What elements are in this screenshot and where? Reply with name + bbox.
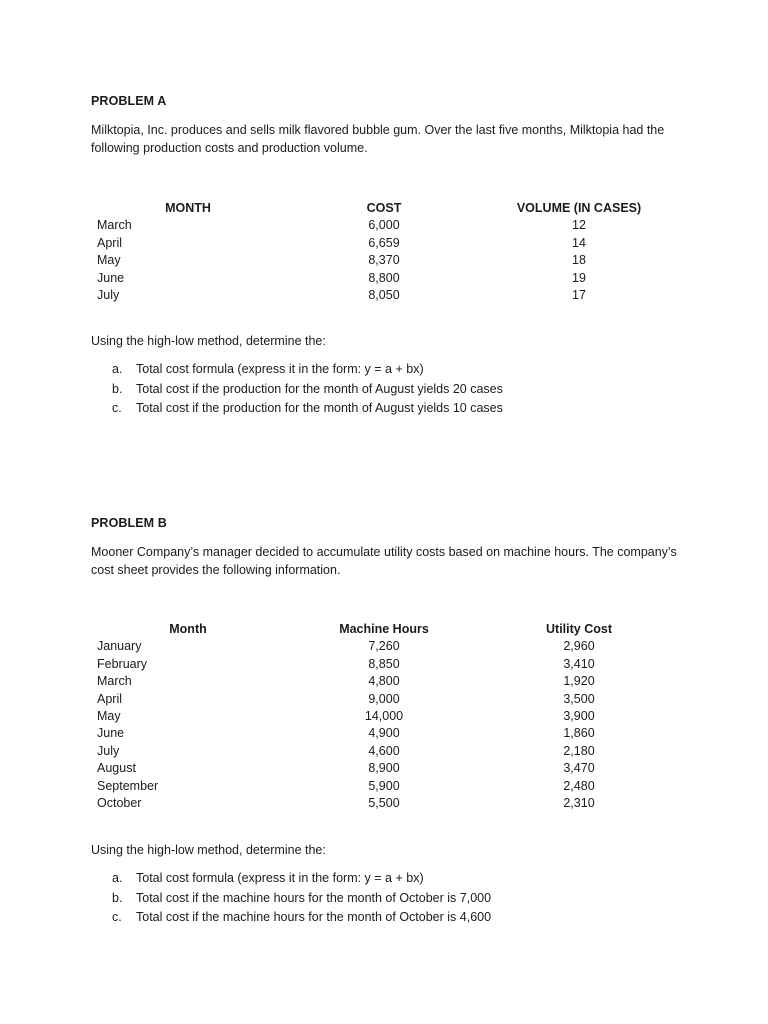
problem-b-question-list	[112, 870, 712, 929]
cell-value-1: 8,050	[368, 287, 400, 302]
list-item	[112, 909, 712, 929]
table-row	[97, 743, 657, 760]
list-marker: c.	[112, 401, 122, 415]
list-item	[112, 870, 712, 890]
cell-value-2: 1,860	[563, 726, 595, 741]
cell-value-1: 8,800	[368, 270, 400, 285]
cell-month: September	[97, 778, 159, 793]
problem-b-table	[97, 621, 657, 812]
cell-value-2: 3,500	[563, 691, 595, 706]
cell-value-1: 5,500	[368, 795, 400, 810]
problem-a-question-list	[112, 361, 712, 420]
problem-b-heading: PROBLEM B	[91, 516, 167, 530]
problem-a-question: Using the high-low method, determine the:	[91, 334, 326, 348]
problem-b-table-header	[97, 621, 657, 638]
problem-a-heading: PROBLEM A	[91, 94, 167, 108]
cell-value-2: 2,180	[563, 743, 595, 758]
cell-value-1: 7,260	[368, 639, 400, 654]
list-item-text: Total cost if the production for the month of August yields 10 cases	[136, 401, 503, 415]
list-item-text: Total cost formula (express it in the form: y = a + bx)	[136, 362, 424, 376]
cell-month: May	[97, 253, 121, 268]
table-row	[97, 252, 657, 269]
cell-month: February	[97, 656, 148, 671]
cell-month: April	[97, 235, 123, 250]
cell-value-2: 3,900	[563, 708, 595, 723]
cell-value-2: 2,310	[563, 795, 595, 810]
cell-value-1: 4,900	[368, 726, 400, 741]
cell-value-2: 12	[572, 218, 586, 233]
cell-value-1: 8,850	[368, 656, 400, 671]
problem-a-intro-line-2: following production costs and production volume.	[91, 140, 368, 155]
problem-a-table-body	[97, 217, 657, 304]
table-row	[97, 778, 657, 795]
problem-a-table-header	[97, 200, 657, 217]
cell-value-2: 19	[572, 270, 586, 285]
problem-b-intro	[91, 544, 691, 579]
list-marker: a.	[112, 871, 123, 885]
cell-value-1: 4,800	[368, 674, 400, 689]
column-header-volume: VOLUME (IN CASES)	[516, 201, 642, 215]
problem-a-table	[97, 200, 657, 304]
problem-b-question: Using the high-low method, determine the:	[91, 843, 326, 857]
problem-b-intro-line-2: cost sheet provides the following information.	[91, 562, 341, 577]
problem-b-table-body	[97, 638, 657, 812]
table-row	[97, 673, 657, 690]
table-row	[97, 691, 657, 708]
cell-value-1: 4,600	[368, 743, 400, 758]
cell-value-1: 5,900	[368, 778, 400, 793]
column-header-cost: COST	[366, 201, 402, 215]
cell-value-1: 6,659	[368, 235, 400, 250]
list-marker: b.	[112, 890, 123, 905]
cell-month: April	[97, 691, 123, 706]
table-row	[97, 287, 657, 304]
list-item-text: Total cost formula (express it in the form: y = a + bx)	[136, 871, 424, 885]
problem-b-intro-line-1: Mooner Company’s manager decided to accumulate utility costs based on machine hours. The company’s	[91, 545, 677, 559]
cell-month: March	[97, 674, 132, 689]
cell-month: May	[97, 708, 121, 723]
cell-month: January	[97, 639, 142, 654]
cell-value-2: 2,480	[563, 778, 595, 793]
table-row	[97, 235, 657, 252]
column-header-month: Month	[169, 622, 207, 636]
cell-month: July	[97, 287, 120, 302]
table-row	[97, 656, 657, 673]
table-row	[97, 760, 657, 777]
table-row	[97, 638, 657, 655]
list-item	[112, 381, 712, 401]
cell-month: August	[97, 761, 136, 776]
table-row	[97, 270, 657, 287]
cell-month: October	[97, 795, 142, 810]
table-row	[97, 217, 657, 234]
cell-value-1: 8,370	[368, 253, 400, 268]
cell-value-1: 8,900	[368, 761, 400, 776]
cell-value-2: 3,410	[563, 656, 595, 671]
cell-value-2: 17	[572, 287, 586, 302]
list-item	[112, 361, 712, 381]
cell-month: July	[97, 743, 120, 758]
problem-a-intro-line-1: Milktopia, Inc. produces and sells milk flavored bubble gum. Over the last five months, Milktopia had the	[91, 123, 665, 137]
cell-value-1: 9,000	[368, 691, 400, 706]
cell-value-1: 6,000	[368, 218, 400, 233]
list-item-text: Total cost if the machine hours for the month of October is 7,000	[136, 890, 492, 905]
list-marker: b.	[112, 381, 123, 396]
cell-value-2: 18	[572, 253, 586, 268]
cell-value-1: 14,000	[364, 708, 404, 723]
list-item	[112, 400, 712, 420]
list-item	[112, 890, 712, 910]
column-header-machine-hours: Machine Hours	[339, 622, 429, 636]
cell-month: June	[97, 726, 125, 741]
cell-value-2: 3,470	[563, 761, 595, 776]
table-row	[97, 725, 657, 742]
table-row	[97, 795, 657, 812]
list-marker: a.	[112, 362, 123, 376]
column-header-utility-cost: Utility Cost	[546, 622, 612, 636]
cell-value-2: 2,960	[563, 639, 595, 654]
cell-month: June	[97, 270, 125, 285]
cell-month: March	[97, 218, 132, 233]
cell-value-2: 14	[572, 235, 586, 250]
cell-value-2: 1,920	[563, 674, 595, 689]
column-header-month: MONTH	[165, 201, 211, 215]
list-marker: c.	[112, 910, 122, 924]
problem-a-intro	[91, 122, 691, 157]
table-row	[97, 708, 657, 725]
list-item-text: Total cost if the machine hours for the month of October is 4,600	[136, 910, 492, 924]
list-item-text: Total cost if the production for the month of August yields 20 cases	[136, 381, 503, 396]
